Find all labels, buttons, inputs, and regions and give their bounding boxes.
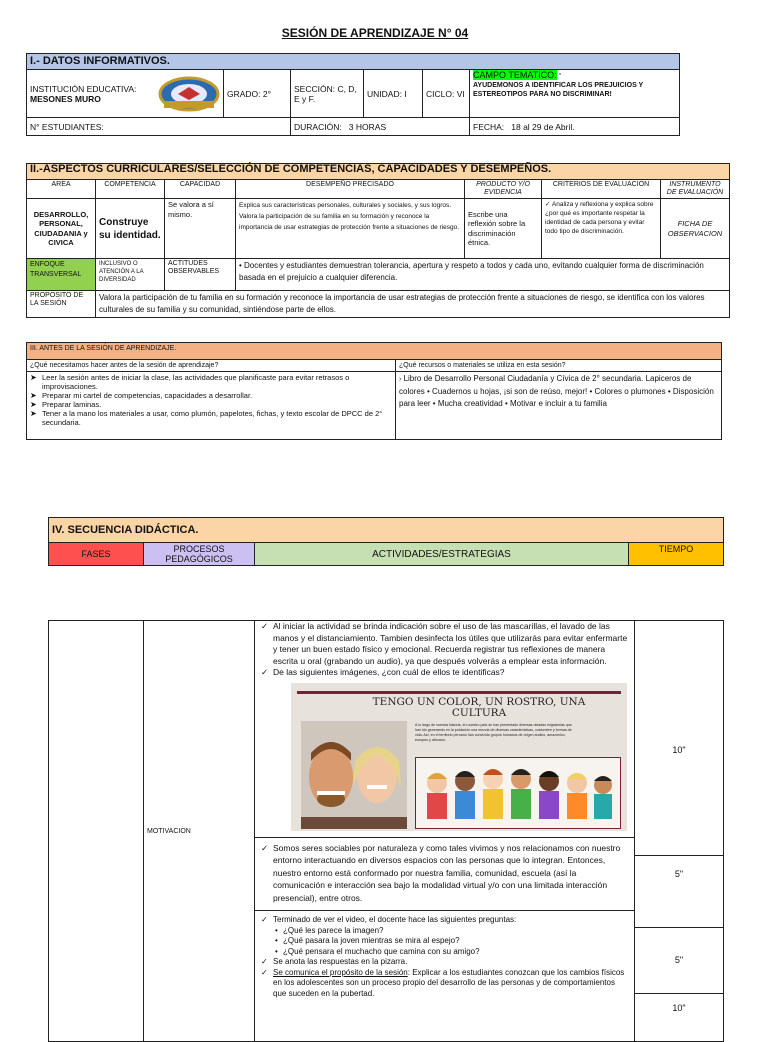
antes-question-2: ¿Qué recursos o materiales se utiliza en esta sesión? bbox=[396, 360, 722, 372]
proposito-label: PROPOSITO DE LA SESIÓN bbox=[27, 291, 96, 318]
institucion-cell bbox=[27, 70, 224, 118]
tiempo-cell bbox=[635, 621, 724, 1042]
question-item: • ¿Qué pensara el muchacho que camina con su amigo? bbox=[273, 947, 630, 958]
actividad-6 bbox=[259, 968, 630, 1000]
proposito-value: Valora la participación de tu familia en su formación y reconoce la importancia de usar estrategias de protección frente a situaciones de riesgo, se identifica con los valores culturales de su familia y su comunidad, sintiéndose parte de ellos. bbox=[96, 291, 730, 318]
actitudes-text: Docentes y estudiantes demuestran tolerancia, apertura y respeto a todos y cada uno, evitando cualquier forma de discriminación basada en el prejuicio a cualquier diferencia. bbox=[239, 261, 704, 282]
institucion-label: INSTITUCIÓN EDUCATIVA: bbox=[30, 83, 137, 94]
tiempo-3: 5" bbox=[674, 955, 684, 965]
page-title: SESIÓN DE APRENDIZAJE N° 04 bbox=[281, 26, 469, 40]
datos-informativos-table bbox=[26, 53, 680, 136]
desempeno-value: Explica sus características personales, culturales y sociales, y sus logros. Valora la participación de su familia en su formación y reconoce la importancia de usar estrategias de protección frente a situaciones de riesgo. bbox=[236, 199, 465, 259]
proposito-sesion-label: Se comunica el propósito de la sesión bbox=[273, 967, 408, 977]
campo-tematico-cell: CAMPO TEMATICO: “ AYUDEMONOS A IDENTIFICAR LOS PREJUICIOS Y ESTEREOTIPOS PARA NO DISCRIMINAR! bbox=[470, 70, 680, 118]
section-2-heading: II.-ASPECTOS CURRICULARES/SELECCIÓN DE COMPETENCIAS, CAPACIDADES Y DESEMPEÑOS. bbox=[27, 164, 730, 180]
question-item: • ¿Qué les parece la imagen? bbox=[273, 926, 630, 937]
actitudes-label: ACTITUDES OBSERVABLES bbox=[165, 259, 236, 291]
antes-item: ➤ Preparar mi cartel de competencias, capacidades a desarrollar. bbox=[30, 391, 392, 400]
duracion-value: 3 HORAS bbox=[348, 121, 387, 132]
tiempo-4: 10" bbox=[672, 1003, 686, 1013]
ciclo-cell: CICLO: VI bbox=[423, 70, 470, 118]
duracion-cell bbox=[291, 118, 470, 136]
secuencia-header-table bbox=[48, 517, 724, 566]
capacidad-value: Se valora a sí mismo. bbox=[165, 199, 236, 259]
fecha-label: FECHA: bbox=[473, 121, 505, 132]
proposito-sesion-text: : Explicar a los estudiantes conozcan que los cambios físicos en los adolescentes son un proceso propio del desarrollo de las personas y de comportamientos que suceden en la pubertad. bbox=[273, 967, 625, 998]
aspectos-curriculares-table bbox=[26, 163, 730, 318]
actividad-4: ✓ Terminado de ver el video, el docente hace las siguientes preguntas: bbox=[259, 915, 630, 926]
culture-image bbox=[291, 683, 627, 831]
question-item: • ¿Qué pasara la joven mientras se mira al espejo? bbox=[273, 936, 630, 947]
fecha-cell bbox=[470, 118, 680, 136]
seccion-cell: SECCIÓN: C, D, E y F. bbox=[291, 70, 364, 118]
fase-cell bbox=[49, 621, 144, 1042]
section-4-heading: IV. SECUENCIA DIDÁCTICA. bbox=[49, 518, 724, 543]
col-competencia: COMPETENCIA bbox=[96, 180, 165, 199]
fecha-value: 18 al 29 de Abril. bbox=[511, 121, 575, 132]
enfoque-label: ENFOQUE TRANSVERSAL bbox=[27, 259, 96, 291]
competencia-value: Construye su identidad. bbox=[96, 199, 165, 259]
actitudes-value: • Docentes y estudiantes demuestran tolerancia, apertura y respeto a todos y cada uno, evitando cualquier forma de discriminación basada en el prejuicio a cualquier diferencia. bbox=[236, 259, 730, 291]
actividad-2: ✓ De las siguientes imágenes, ¿con cuál de ellos te identificas? bbox=[259, 667, 630, 679]
col-criterios: CRITERIOS DE EVALUACIÓN bbox=[542, 180, 661, 199]
col-capacidad: CAPACIDAD bbox=[165, 180, 236, 199]
antes-item: ➤ Preparar laminas. bbox=[30, 400, 392, 409]
antes-item: ➤ Tener a la mano los materiales a usar, como plumón, papelotes, fichas, y texto escolar de DPCC de 2° secundaria. bbox=[30, 409, 392, 427]
estudiantes-cell: N° ESTUDIANTES: bbox=[27, 118, 291, 136]
section-3-heading: III. ANTES DE LA SESIÓN DE APRENDIZAJE. bbox=[27, 343, 722, 360]
duracion-label: DURACIÓN: bbox=[294, 121, 342, 132]
secuencia-body-table bbox=[48, 620, 724, 1042]
col-procesos: PROCESOS PEDAGÓGICOS bbox=[144, 543, 255, 566]
actividad-5: ✓ Se anota las respuestas en la pizarra. bbox=[259, 957, 630, 968]
grado-cell: GRADO: 2° bbox=[224, 70, 291, 118]
unidad-cell: UNIDAD: I bbox=[364, 70, 423, 118]
col-fases: FASES bbox=[49, 543, 144, 566]
col-producto: PRODUCTO Y/O EVIDENCIA bbox=[465, 180, 542, 199]
col-tiempo: TIEMPO bbox=[629, 543, 724, 566]
campo-value: AYUDEMONOS A IDENTIFICAR LOS PREJUICIOS Y ESTEREOTIPOS PARA NO DISCRIMINAR! bbox=[473, 82, 644, 98]
image-text: A lo largo de nuestra historia, en nuestro país se han presentado diversas oleadas migratorias que han ido generando en la población una mezcla de diversas características, costumbre y formas de vida. Así, en el territorio peruano han convivido grupos humanos de origen andino, amazónico, europeo y africano. bbox=[415, 722, 572, 742]
tiempo-1: 10" bbox=[672, 745, 686, 755]
producto-value: Escribe una reflexión sobre la discriminación étnica. bbox=[465, 199, 542, 259]
image-title: TENGO UN COLOR, UN ROSTRO, UNA CULTURA bbox=[372, 695, 586, 719]
col-instrumento: INSTRUMENTO DE EVALUACIÓN bbox=[661, 180, 730, 199]
people-faces-icon bbox=[301, 721, 407, 829]
antes-de-la-sesion-table bbox=[26, 342, 722, 440]
col-desempeno: DESEMPEÑO PRECISADO bbox=[236, 180, 465, 199]
tiempo-2: 5" bbox=[674, 869, 684, 879]
antes-item: ➤ Leer la sesión antes de iniciar la clase, las actividades que planificaste para evitar retrasos o improvisaciones. bbox=[30, 373, 392, 391]
school-logo-icon bbox=[158, 75, 220, 113]
criterios-value: ✓ Analiza y reflexiona y explica sobre ¿por qué es importante respetar la identidad de cada persona y evitar todo tipo de discriminación. bbox=[542, 199, 661, 259]
antes-question-1: ¿Qué necesitamos hacer antes de la sesión de aprendizaje? bbox=[27, 360, 396, 372]
enfoque-value: INCLUSIVO O ATENCIÓN A LA DIVERSIDAD bbox=[96, 259, 165, 291]
antes-items-left bbox=[27, 372, 396, 440]
instrumento-value: FICHA DE OBSERVACION bbox=[661, 199, 730, 259]
col-actividades: ACTIVIDADES/ESTRATEGIAS bbox=[255, 543, 629, 566]
col-area: AREA bbox=[27, 180, 96, 199]
criterios-text: Analiza y reflexiona y explica sobre ¿por qué es importante respetar la identidad de cada persona y evitar todo tipo de discriminación. bbox=[545, 201, 654, 235]
actividad-1: ✓ Al iniciar la actividad se brinda indicación sobre el uso de las mascarillas, el lavado de las manos y el distanciamiento. Tambien desinfecta los útiles que utilizarás para evitar enfermarte y tener un buen estado físico y emocional. Recuerda registrar tus reflexiones de manera escrita u oral (grabando un audio), ya que después volverás a emplear esta información. bbox=[259, 621, 630, 667]
actividad-3: ✓ Somos seres sociables por naturaleza y como tales vivimos y nos relacionamos con nuestro entorno interactuando en diversos espacios con las personas que lo integran. Entonces, nuestro entorno está conformado por nuestra familia, comunidad, escuela (así la comunicación e interacción sea bajo la modalidad virtual y/o con una limitada interacción presencial), entre otros. bbox=[259, 842, 630, 905]
proceso-cell: MOTIVACION bbox=[144, 621, 255, 1042]
section-1-heading: I.- DATOS INFORMATIVOS. bbox=[27, 54, 680, 70]
area-value: DESARROLLO, PERSONAL, CIUDADANIA y CIVICA bbox=[27, 199, 96, 259]
antes-right-text: Libro de Desarrollo Personal Ciudadanía y Cívica de 2° secundaria. Lapiceros de colores • Cuadernos u hojas, ¡si son de reúso, mejor! • Colores o plumones • Disposición para leer • Mucha creatividad • Motivar e incluir a tu familia bbox=[399, 374, 714, 408]
antes-items-right: › Libro de Desarrollo Personal Ciudadanía y Cívica de 2° secundaria. Lapiceros de colores • Cuadernos u hojas, ¡si son de reúso, mejor! • Colores o plumones • Disposición para leer • Mucha creatividad • Motivar e incluir a tu familia bbox=[396, 372, 722, 440]
campo-label: CAMPO TEMATICO: bbox=[473, 70, 557, 80]
children-drawing-icon bbox=[415, 757, 621, 829]
actividades-cell bbox=[255, 621, 635, 1042]
institucion-value: MESONES MURO bbox=[30, 93, 101, 104]
